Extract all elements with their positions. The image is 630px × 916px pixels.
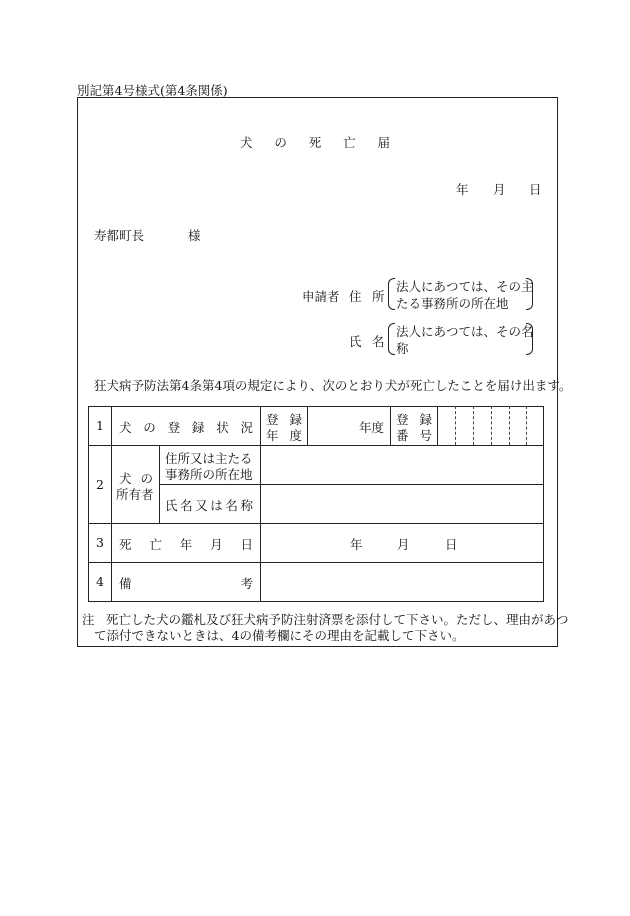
- date-year-label: 年: [456, 182, 469, 197]
- row1-label: 犬 の 登 録 状 況: [119, 420, 253, 435]
- form-title: 犬 の 死 亡 届: [240, 135, 390, 150]
- table-line-no-col: [111, 406, 112, 602]
- reg-no-digit-divider: [509, 406, 510, 445]
- name-note-line-2: 称: [396, 341, 409, 356]
- name-label-1: 氏: [349, 334, 362, 349]
- note-mark: 注: [82, 612, 95, 627]
- table-line-left: [88, 406, 89, 602]
- addressee-name: 寿都町長: [94, 228, 145, 243]
- reg-year-label-bottom: 年 度: [266, 428, 302, 443]
- name-label-2: 名: [372, 334, 385, 349]
- reg-year-unit: 年度: [359, 420, 385, 435]
- death-month-label: 月: [397, 537, 410, 552]
- row4-label: 備 考: [119, 576, 253, 591]
- form-number: 別記第4号様式(第4条関係): [77, 83, 228, 98]
- reg-no-digit-divider: [473, 406, 474, 445]
- row3-number: 3: [96, 535, 104, 550]
- table-line-right: [543, 406, 544, 602]
- table-line-row2: [88, 523, 544, 524]
- table-line-owner-col: [159, 445, 160, 524]
- address-note-line-2: たる事務所の所在地: [396, 296, 509, 311]
- row2-number: 2: [96, 477, 104, 492]
- name-note-close-bracket: [526, 323, 533, 355]
- owner-address-label-1: 住所又は主たる: [165, 451, 253, 466]
- name-note-open-bracket: [388, 323, 395, 355]
- name-note-line-1: 法人にあつては、その名: [396, 324, 534, 339]
- reg-no-label-top: 登 録: [396, 412, 432, 427]
- owner-label-bottom: 所有者: [116, 487, 154, 502]
- table-line-row3: [88, 562, 544, 563]
- address-label-1: 住: [349, 289, 362, 304]
- date-day-label: 日: [529, 182, 542, 197]
- table-line-row1: [88, 445, 544, 446]
- date-month-label: 月: [493, 182, 506, 197]
- reg-year-label-top: 登 録: [266, 412, 302, 427]
- form-frame: [77, 97, 558, 647]
- table-line-bottom: [88, 601, 544, 602]
- row1-number: 1: [96, 418, 104, 433]
- table-line-reg-no-value: [437, 406, 438, 446]
- table-line-row2-mid: [159, 484, 544, 485]
- address-note-open-bracket: [388, 278, 395, 310]
- note-line-1: 死亡した犬の鑑札及び狂犬病予防注射済票を添付して下さい。ただし、理由があつ: [106, 612, 569, 627]
- death-day-label: 日: [445, 537, 458, 552]
- death-year-label: 年: [350, 537, 363, 552]
- address-note-close-bracket: [526, 278, 533, 310]
- reg-no-digit-divider: [455, 406, 456, 445]
- table-line-reg-year-value: [307, 406, 308, 446]
- addressee-honorific: 様: [188, 228, 201, 243]
- table-line-reg-no-label: [390, 406, 391, 446]
- owner-label-top: 犬 の: [119, 471, 153, 486]
- row4-number: 4: [96, 574, 104, 589]
- reg-no-digit-divider: [526, 406, 527, 445]
- note-line-2: て添付できないときは、4の備考欄にその理由を記載して下さい。: [94, 628, 465, 643]
- row3-label: 死 亡 年 月 日: [119, 537, 253, 552]
- table-line-top: [88, 406, 544, 407]
- address-note-line-1: 法人にあつては、その主: [396, 279, 534, 294]
- statement-text: 狂犬病予防法第4条第4項の規定により、次のとおり犬が死亡したことを届け出ます。: [94, 378, 572, 393]
- applicant-label: 申請者: [302, 289, 340, 304]
- owner-address-label-2: 事務所の所在地: [165, 467, 253, 482]
- table-line-value-col: [260, 406, 261, 602]
- owner-name-label: 氏 名 又 は 名 称: [165, 498, 253, 513]
- reg-no-digit-divider: [491, 406, 492, 445]
- reg-no-label-bottom: 番 号: [396, 428, 432, 443]
- address-label-2: 所: [372, 289, 385, 304]
